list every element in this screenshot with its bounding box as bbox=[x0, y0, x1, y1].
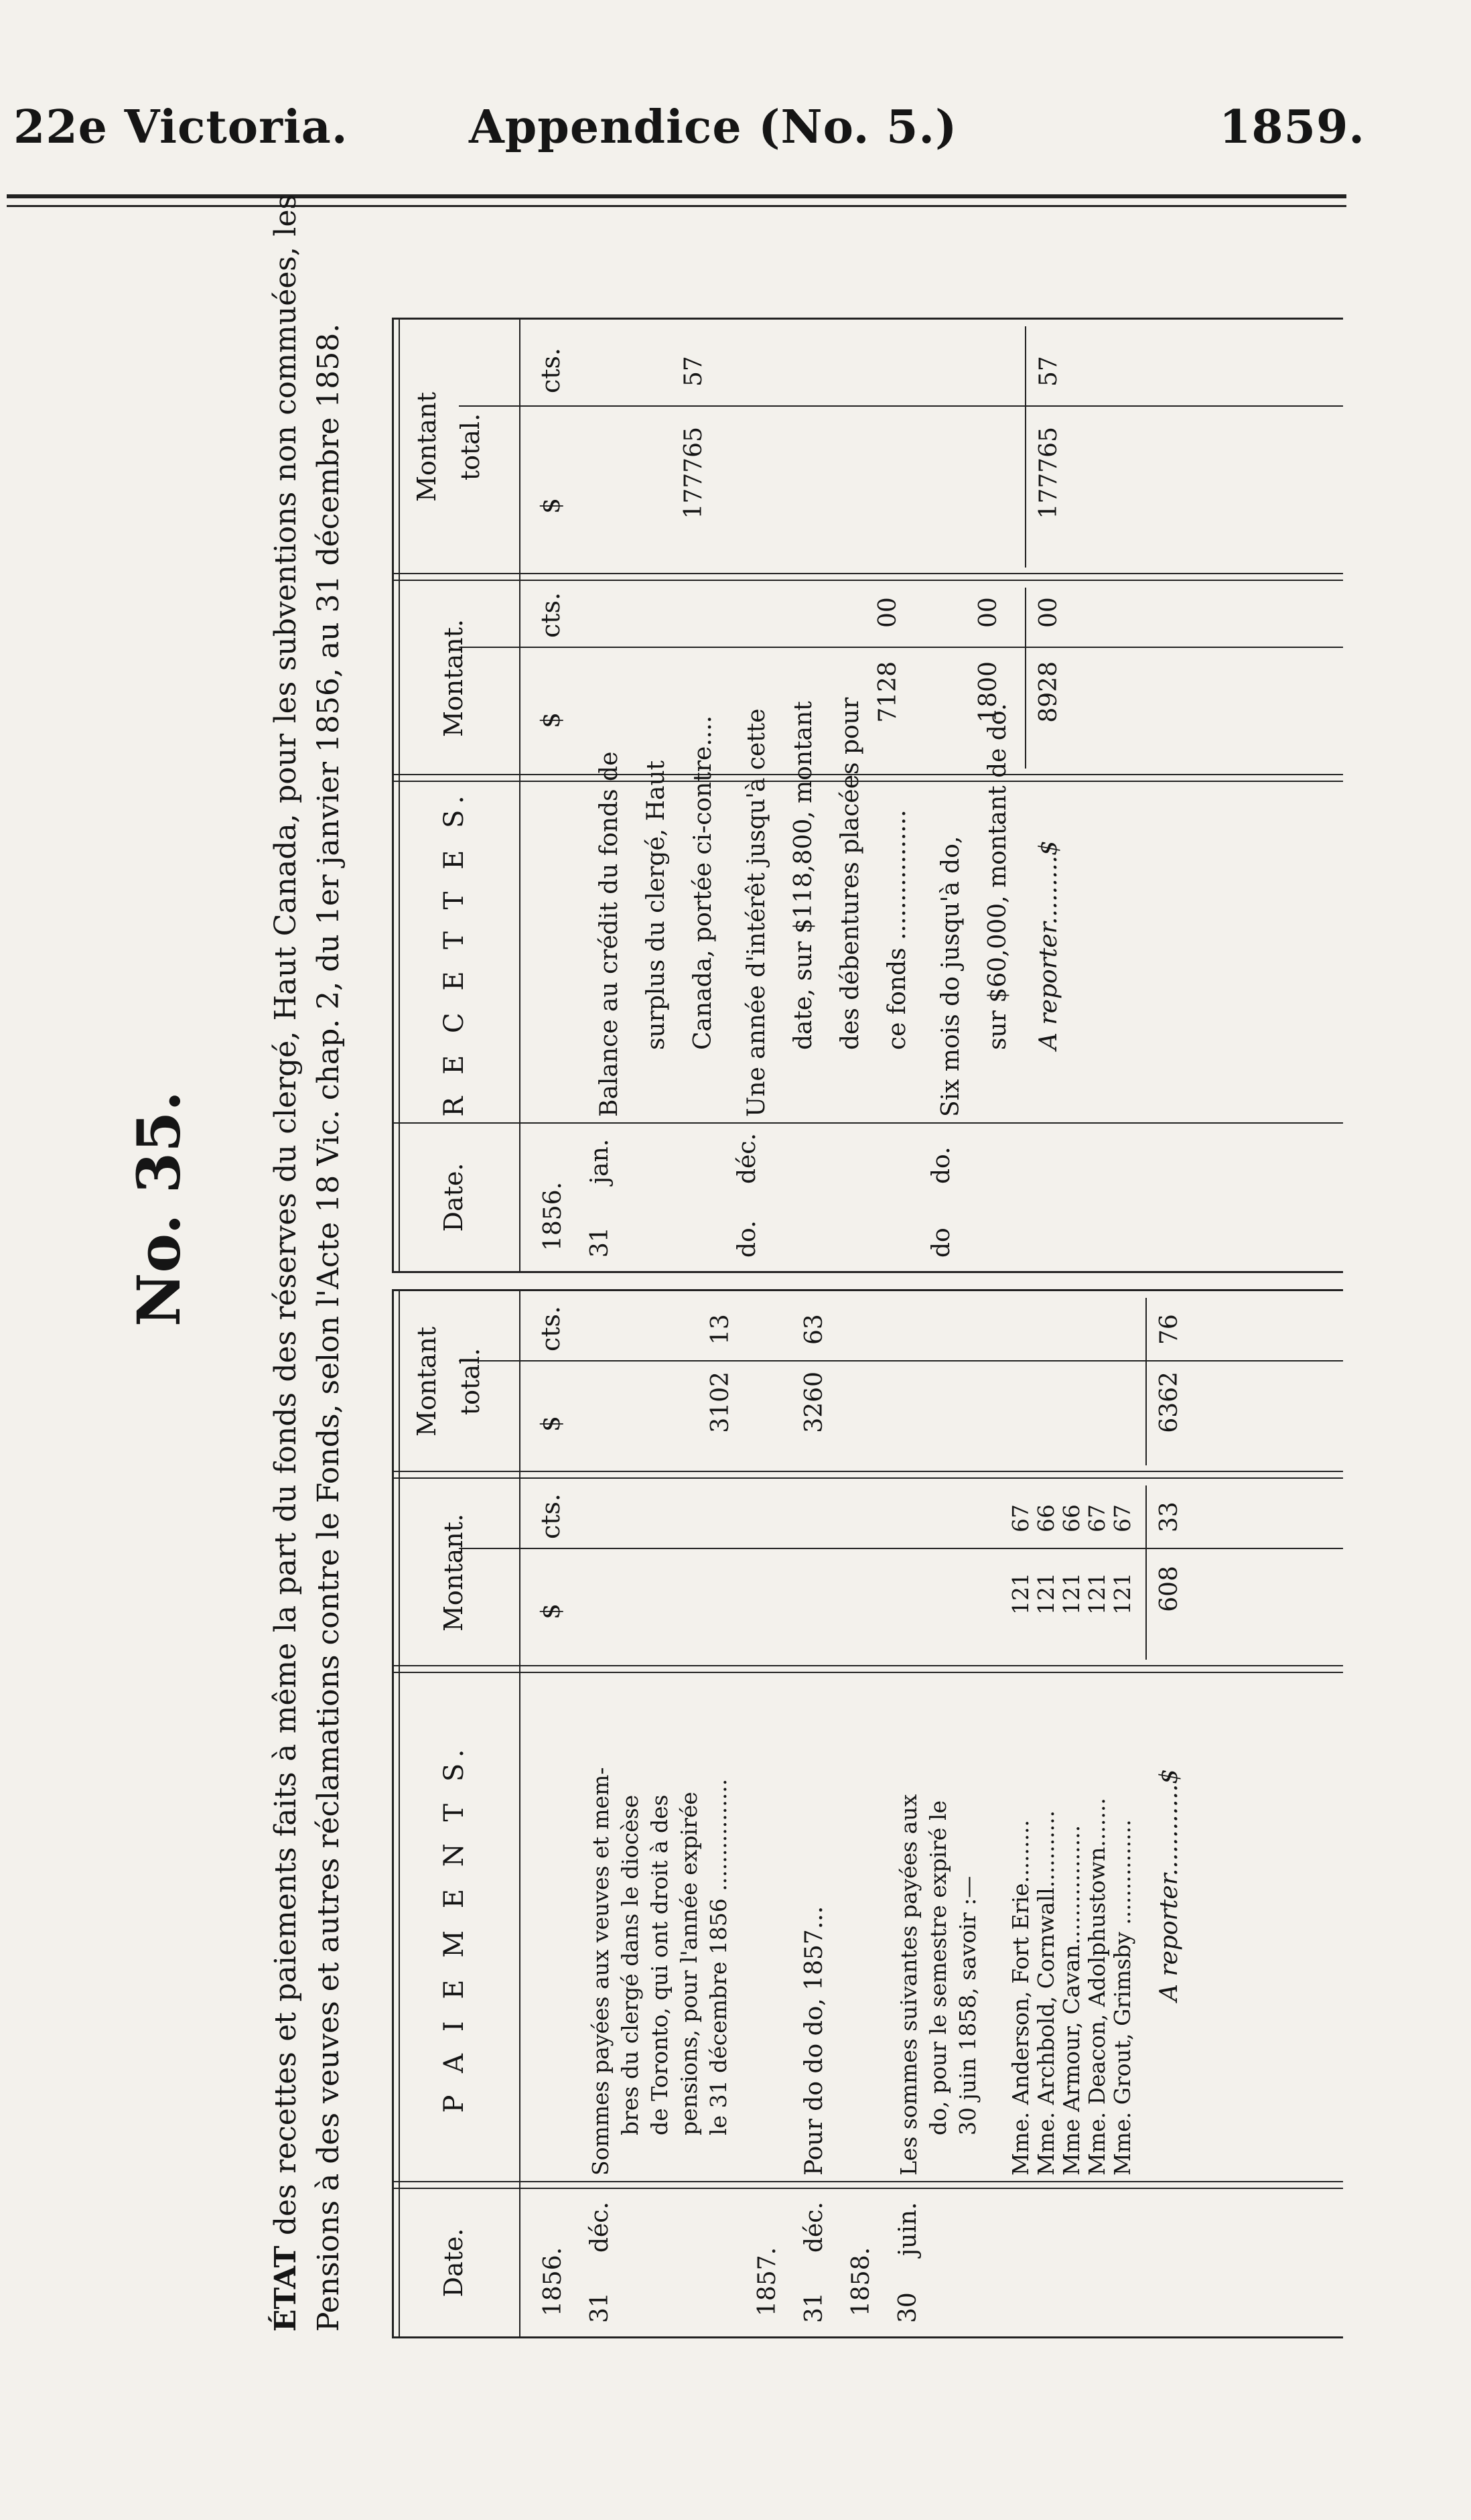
row-month: juin. bbox=[894, 2202, 922, 2256]
row-day: 31 bbox=[800, 2292, 828, 2323]
description-line: date, sur $118,800, montant bbox=[790, 701, 817, 1050]
cents-divider bbox=[459, 1360, 1343, 1362]
column-divider bbox=[392, 1665, 1343, 1666]
description-line: des débentures placées pour bbox=[837, 697, 864, 1050]
item-amount: 121 bbox=[1084, 1573, 1110, 1615]
list-item: Mme. Grout, Grimsby ............... bbox=[1109, 1819, 1135, 2176]
total-header-line2: total. bbox=[456, 1347, 485, 1416]
header-volume: 22e Victoria. bbox=[13, 101, 348, 154]
description-line: bres du clergé dans le diocèse bbox=[617, 1794, 643, 2135]
item-amount: 121 bbox=[1109, 1573, 1135, 1615]
item-cents: 67 bbox=[1007, 1504, 1034, 1532]
item-cents: 66 bbox=[1033, 1504, 1059, 1532]
description-line: surplus du clergé, Haut bbox=[642, 760, 670, 1050]
statement-caption bbox=[265, 194, 350, 2332]
total-header-line2: total. bbox=[456, 413, 485, 481]
row-year: 1858. bbox=[847, 2247, 875, 2316]
description-line: 30 juin 1858, savoir :— bbox=[955, 1875, 981, 2135]
description-line: Une année d'intérêt jusqu'à cette bbox=[743, 708, 770, 1117]
cents-label: cts. bbox=[536, 1493, 565, 1539]
description-line: de Toronto, qui ont droit à des bbox=[646, 1794, 673, 2135]
header-year: 1859. bbox=[1219, 101, 1365, 154]
description-line: Canada, portée ci-contre.... bbox=[689, 715, 717, 1050]
row-amount-cents: 00 bbox=[874, 597, 902, 628]
table-rule bbox=[392, 1291, 394, 2336]
total-header-line1: Montant bbox=[412, 392, 441, 502]
carry-amount-cents: 00 bbox=[1035, 597, 1062, 628]
header-rule bbox=[519, 320, 520, 1271]
row-description: Pour do do do, 1857... bbox=[800, 1906, 828, 2176]
column-divider bbox=[392, 580, 1343, 581]
row-month: jan. bbox=[586, 1138, 614, 1184]
list-item: Mme Armour, Cavan................. bbox=[1058, 1825, 1084, 2176]
sum-rule bbox=[1145, 1485, 1147, 1660]
item-amount: 121 bbox=[1007, 1573, 1034, 1615]
description-line: le 31 décembre 1856 ................ bbox=[705, 1778, 731, 2135]
row-amount: 1800 bbox=[975, 661, 1002, 723]
payments-table bbox=[392, 1289, 1343, 2338]
description-line: pensions, pour l'année expirée bbox=[676, 1792, 702, 2135]
row-description bbox=[894, 1794, 983, 2176]
row-description bbox=[586, 716, 727, 1117]
row-month: do. bbox=[928, 1146, 955, 1184]
column-divider bbox=[392, 2188, 1343, 2189]
item-cents: 66 bbox=[1058, 1504, 1084, 1532]
item-amount: 121 bbox=[1058, 1573, 1084, 1615]
row-year: 1857. bbox=[754, 2247, 781, 2316]
sum-rule bbox=[1025, 588, 1026, 769]
row-amount: 7128 bbox=[874, 661, 902, 723]
description-line: Sommes payées aux veuves et mem- bbox=[587, 1767, 614, 2176]
column-divider bbox=[392, 573, 1343, 574]
description-line: Six mois do jusqu'à do, bbox=[937, 836, 965, 1117]
row-month: déc. bbox=[733, 1133, 761, 1184]
row-total: 3102 bbox=[707, 1372, 734, 1433]
row-day: do. bbox=[733, 1220, 761, 1258]
carry-total: 6362 bbox=[1155, 1372, 1183, 1433]
pensioner-list bbox=[1008, 1798, 1135, 2176]
row-year: 1856. bbox=[539, 1181, 567, 1251]
dollar-sign: $ bbox=[536, 497, 565, 514]
row-total-cents: 57 bbox=[680, 356, 707, 387]
row-month: déc. bbox=[800, 2202, 828, 2253]
header-rule bbox=[519, 1291, 520, 2336]
sum-rule bbox=[1145, 1298, 1147, 1465]
description-line: do, pour le semestre expiré le bbox=[925, 1800, 951, 2135]
row-year: 1856. bbox=[539, 2247, 567, 2316]
column-divider bbox=[392, 1471, 1343, 1472]
column-divider bbox=[392, 2181, 1343, 2182]
item-cents: 67 bbox=[1084, 1504, 1110, 1532]
row-day: 31 bbox=[586, 2292, 614, 2323]
payments-header: P A I E M E N T S. bbox=[439, 1742, 470, 2113]
cents-divider bbox=[459, 1548, 1343, 1549]
row-total-cents: 13 bbox=[707, 1314, 734, 1345]
carry-amount: 8928 bbox=[1035, 661, 1062, 723]
description-line: Balance au crédit du fonds de bbox=[596, 751, 623, 1117]
cents-label: cts. bbox=[536, 347, 565, 393]
document-number: No. 35. bbox=[124, 1091, 194, 1327]
dollar-sign: $ bbox=[536, 1415, 565, 1432]
description-line: sur $60,000, montant de do. bbox=[984, 703, 1011, 1050]
dollar-sign: $ bbox=[536, 1603, 565, 1619]
row-total-cents: 63 bbox=[800, 1314, 828, 1345]
receipts-table bbox=[392, 318, 1343, 1273]
row-amount-cents: 00 bbox=[975, 597, 1002, 628]
carry-total-cents: 57 bbox=[1035, 356, 1062, 387]
table-rule bbox=[399, 1291, 400, 2336]
date-header: Date. bbox=[439, 2228, 468, 2298]
receipts-header: R E C E T T E S. bbox=[439, 789, 470, 1117]
cents-label: cts. bbox=[536, 592, 565, 638]
cents-divider bbox=[459, 405, 1343, 407]
row-month: déc. bbox=[586, 2202, 614, 2253]
table-rule bbox=[392, 320, 394, 1271]
description-line: Les sommes suivantes payées aux bbox=[896, 1794, 922, 2176]
cents-label: cts. bbox=[536, 1305, 565, 1351]
caption-lead: ÉTAT bbox=[269, 2245, 303, 2332]
item-amount: 121 bbox=[1033, 1573, 1059, 1615]
amount-header: Montant. bbox=[439, 1514, 468, 1632]
list-item: Mme. Deacon, Adolphustown....... bbox=[1084, 1798, 1110, 2176]
carry-forward-label: A reporter.........$ bbox=[1035, 840, 1062, 1050]
row-description bbox=[586, 1767, 733, 2176]
column-divider bbox=[392, 1122, 1343, 1124]
carry-forward-label: A reporter............$ bbox=[1155, 1768, 1183, 2001]
date-header: Date. bbox=[439, 1163, 468, 1232]
pensioner-amounts bbox=[1008, 1573, 1135, 1646]
row-total: 3260 bbox=[800, 1372, 828, 1433]
carry-total-cents: 76 bbox=[1155, 1314, 1183, 1345]
sum-rule bbox=[1025, 326, 1026, 568]
column-divider bbox=[392, 1672, 1343, 1673]
header-appendix: Appendice (No. 5.) bbox=[469, 101, 958, 154]
row-total: 177765 bbox=[680, 427, 707, 519]
row-day: 30 bbox=[894, 2292, 922, 2323]
list-item: Mme. Anderson, Fort Erie......... bbox=[1007, 1820, 1034, 2176]
list-item: Mme. Archbold, Cornwall........... bbox=[1033, 1810, 1059, 2176]
description-line: ce fonds ................. bbox=[884, 809, 911, 1050]
cents-divider bbox=[459, 647, 1343, 648]
table-rule bbox=[399, 320, 400, 1271]
carry-amount-cents: 33 bbox=[1155, 1502, 1183, 1532]
total-header-line1: Montant bbox=[412, 1327, 441, 1437]
carry-amount: 608 bbox=[1155, 1566, 1183, 1612]
caption-text: des recettes et paiements faits à même la part du fonds des réserves du clergé, Haut Canada, pour les subventions non commuées, les Pensions à des veuves et autres réclamations contre le Fonds, selon l'Acte 18 Vic. chap. 2, du 1er janvier 1856, au 31 décembre 1858. bbox=[269, 194, 346, 2332]
amount-header: Montant. bbox=[439, 619, 468, 738]
carry-total: 177765 bbox=[1035, 427, 1062, 519]
pensioner-cents bbox=[1008, 1504, 1135, 1532]
rotated-statement bbox=[124, 67, 1450, 2345]
item-cents: 67 bbox=[1109, 1504, 1135, 1532]
column-divider bbox=[392, 1477, 1343, 1479]
row-day: 31 bbox=[586, 1227, 614, 1258]
dollar-sign: $ bbox=[536, 712, 565, 728]
row-day: do bbox=[928, 1228, 955, 1258]
